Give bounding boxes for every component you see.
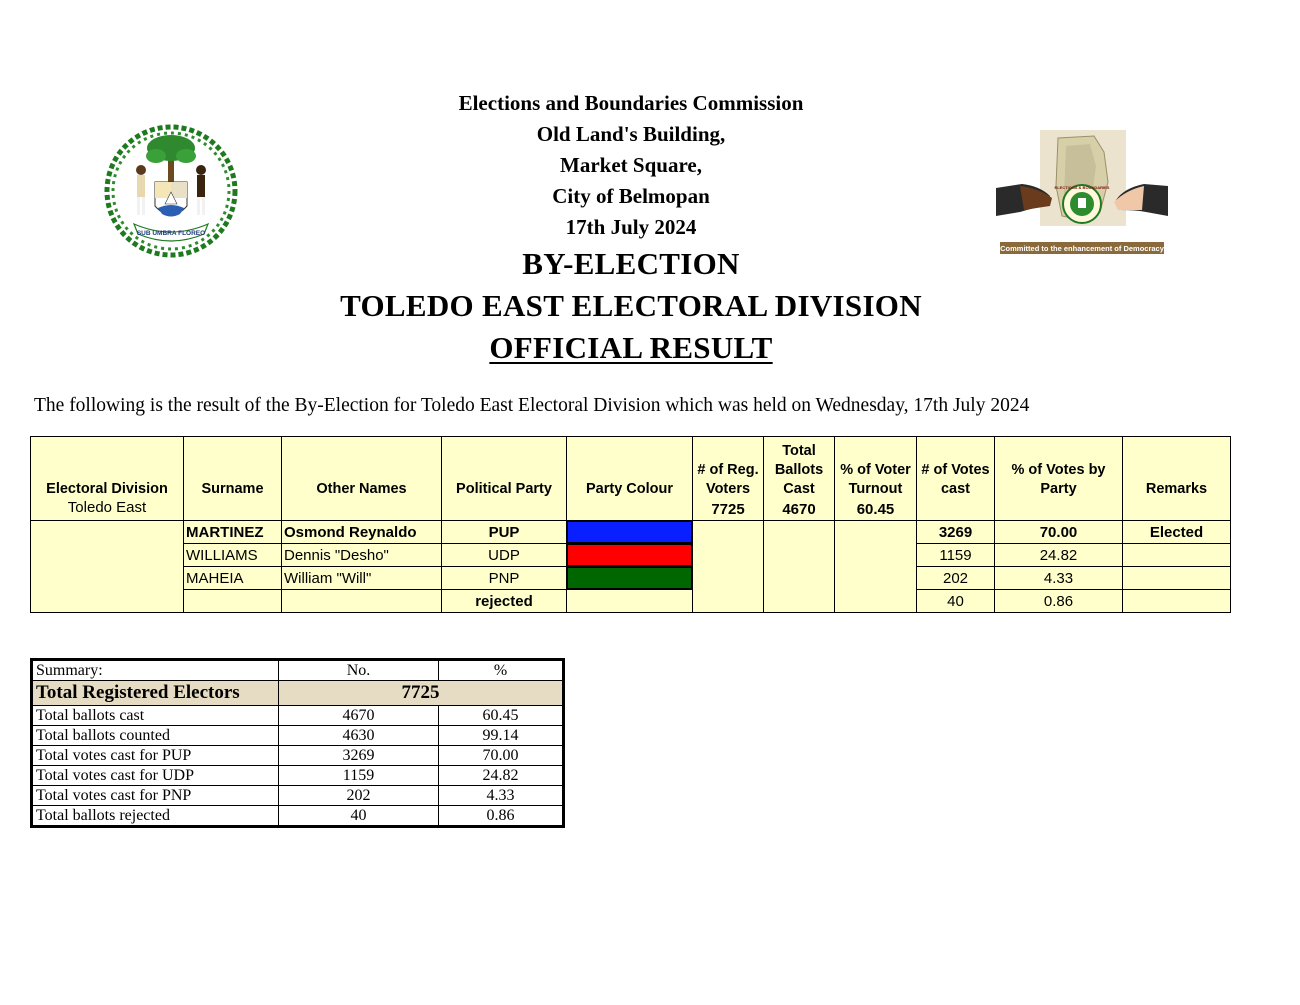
candidate-votes: 202: [917, 567, 995, 590]
candidate-other-names: Dennis "Desho": [282, 544, 442, 567]
summary-no: 4670: [279, 706, 439, 726]
summary-row: [32, 786, 564, 806]
motto-text: SUB UMBRA FLOREO: [136, 230, 206, 237]
address-city: City of Belmopan: [552, 184, 710, 208]
reg-voters-value: 7725: [693, 499, 764, 521]
title-by-election: BY-ELECTION: [522, 246, 740, 281]
summary-pct: 99.14: [439, 726, 564, 746]
summary-no: 202: [279, 786, 439, 806]
candidate-pct: 4.33: [995, 567, 1123, 590]
title-official-result: OFFICIAL RESULT: [489, 330, 773, 365]
table-cell: [282, 590, 442, 613]
ballots-cast-value: 4670: [764, 499, 835, 521]
candidate-remarks: [1123, 544, 1231, 567]
candidate-party: PNP: [442, 567, 567, 590]
party-colour-swatch: [567, 567, 692, 589]
table-cell: [917, 499, 995, 521]
table-cell: [764, 521, 835, 590]
total-electors-value: 7725: [279, 681, 564, 706]
candidate-pct: 70.00: [995, 521, 1123, 544]
division-row: [31, 499, 1231, 521]
summary-header-no: No.: [279, 660, 439, 681]
rejected-label: rejected: [442, 590, 567, 613]
total-electors-row: [32, 681, 564, 706]
col-header-colour: Party Colour: [567, 437, 693, 500]
summary-pct: 24.82: [439, 766, 564, 786]
summary-header-label: Summary:: [32, 660, 279, 681]
summary-row: [32, 746, 564, 766]
summary-header-pct: %: [439, 660, 564, 681]
ebc-logo: [996, 126, 1168, 258]
table-cell: [184, 590, 282, 613]
col-header-other-names: Other Names: [282, 437, 442, 500]
summary-row: [32, 766, 564, 786]
summary-pct: 70.00: [439, 746, 564, 766]
candidate-remarks: [1123, 567, 1231, 590]
table-cell: [31, 590, 184, 613]
candidate-surname: MAHEIA: [184, 567, 282, 590]
col-header-party: Political Party: [442, 437, 567, 500]
candidate-pct: 24.82: [995, 544, 1123, 567]
header-date: 17th July 2024: [565, 215, 697, 239]
candidate-row: [31, 521, 1231, 544]
table-cell: [835, 521, 917, 590]
summary-label: Total ballots counted: [32, 726, 279, 746]
summary-no: 40: [279, 806, 439, 827]
title-division: TOLEDO EAST ELECTORAL DIVISION: [340, 288, 922, 323]
party-colour-cell: [567, 544, 693, 567]
col-header-remarks: Remarks: [1123, 437, 1231, 500]
summary-row: [32, 806, 564, 827]
summary-no: 3269: [279, 746, 439, 766]
summary-label: Total votes cast for UDP: [32, 766, 279, 786]
summary-pct: 0.86: [439, 806, 564, 827]
total-electors-label: Total Registered Electors: [32, 681, 279, 706]
candidate-other-names: William "Will": [282, 567, 442, 590]
summary-no: 1159: [279, 766, 439, 786]
summary-pct: 4.33: [439, 786, 564, 806]
summary-row: [32, 706, 564, 726]
party-colour-cell: [567, 567, 693, 590]
rejected-votes: 40: [917, 590, 995, 613]
results-table: [30, 436, 1231, 613]
division-name: Toledo East: [31, 499, 184, 521]
summary-label: Total votes cast for PUP: [32, 746, 279, 766]
col-header-surname: Surname: [184, 437, 282, 500]
candidate-votes: 3269: [917, 521, 995, 544]
col-header-ballots-cast: Total Ballots Cast: [764, 437, 835, 500]
table-cell: [1123, 590, 1231, 613]
summary-row: [32, 726, 564, 746]
table-cell: [835, 590, 917, 613]
table-cell: [995, 499, 1123, 521]
table-cell: [442, 499, 567, 521]
table-cell: [282, 499, 442, 521]
summary-pct: 60.45: [439, 706, 564, 726]
summary-header-row: [32, 660, 564, 681]
logo-ribbon-text: Committed to the enhancement of Democracy: [1000, 244, 1164, 253]
summary-table: [30, 658, 565, 828]
candidate-party: PUP: [442, 521, 567, 544]
table-cell: [31, 567, 184, 590]
badge-text: ELECTIONS & BOUNDARIES: [1054, 185, 1110, 190]
table-cell: [764, 590, 835, 613]
intro-sentence: The following is the result of the By-Election for Toledo East Electoral Division which was held on Wednesday, 17th July 2024: [34, 395, 1030, 416]
summary-label: Total votes cast for PNP: [32, 786, 279, 806]
rejected-row: [31, 590, 1231, 613]
col-header-division: Electoral Division: [31, 437, 184, 500]
address-square: Market Square,: [560, 153, 702, 177]
table-cell: [31, 521, 184, 544]
candidate-votes: 1159: [917, 544, 995, 567]
candidate-surname: MARTINEZ: [184, 521, 282, 544]
table-cell: [567, 499, 693, 521]
summary-label: Total ballots rejected: [32, 806, 279, 827]
party-colour-cell: [567, 521, 693, 544]
candidate-other-names: Osmond Reynaldo: [282, 521, 442, 544]
candidate-row: [31, 544, 1231, 567]
rejected-pct: 0.86: [995, 590, 1123, 613]
col-header-turnout: % of Voter Turnout: [835, 437, 917, 500]
candidate-party: UDP: [442, 544, 567, 567]
table-cell: [184, 499, 282, 521]
col-header-pct: % of Votes by Party: [995, 437, 1123, 500]
table-cell: [693, 590, 764, 613]
col-header-votes: # of Votes cast: [917, 437, 995, 500]
summary-no: 4630: [279, 726, 439, 746]
party-colour-swatch: [567, 544, 692, 566]
candidate-remarks: Elected: [1123, 521, 1231, 544]
summary-label: Total ballots cast: [32, 706, 279, 726]
candidate-surname: WILLIAMS: [184, 544, 282, 567]
party-colour-swatch: [567, 521, 692, 543]
col-header-reg-voters: # of Reg. Voters: [693, 437, 764, 500]
table-cell: [1123, 499, 1231, 521]
table-cell: [693, 521, 764, 590]
candidate-row: [31, 567, 1231, 590]
table-cell: [567, 590, 693, 613]
address-building: Old Land's Building,: [536, 122, 726, 146]
coat-of-arms-seal: [100, 120, 242, 262]
org-name: Elections and Boundaries Commission: [458, 91, 804, 115]
table-cell: [31, 544, 184, 567]
turnout-value: 60.45: [835, 499, 917, 521]
results-header-row: [31, 437, 1231, 500]
